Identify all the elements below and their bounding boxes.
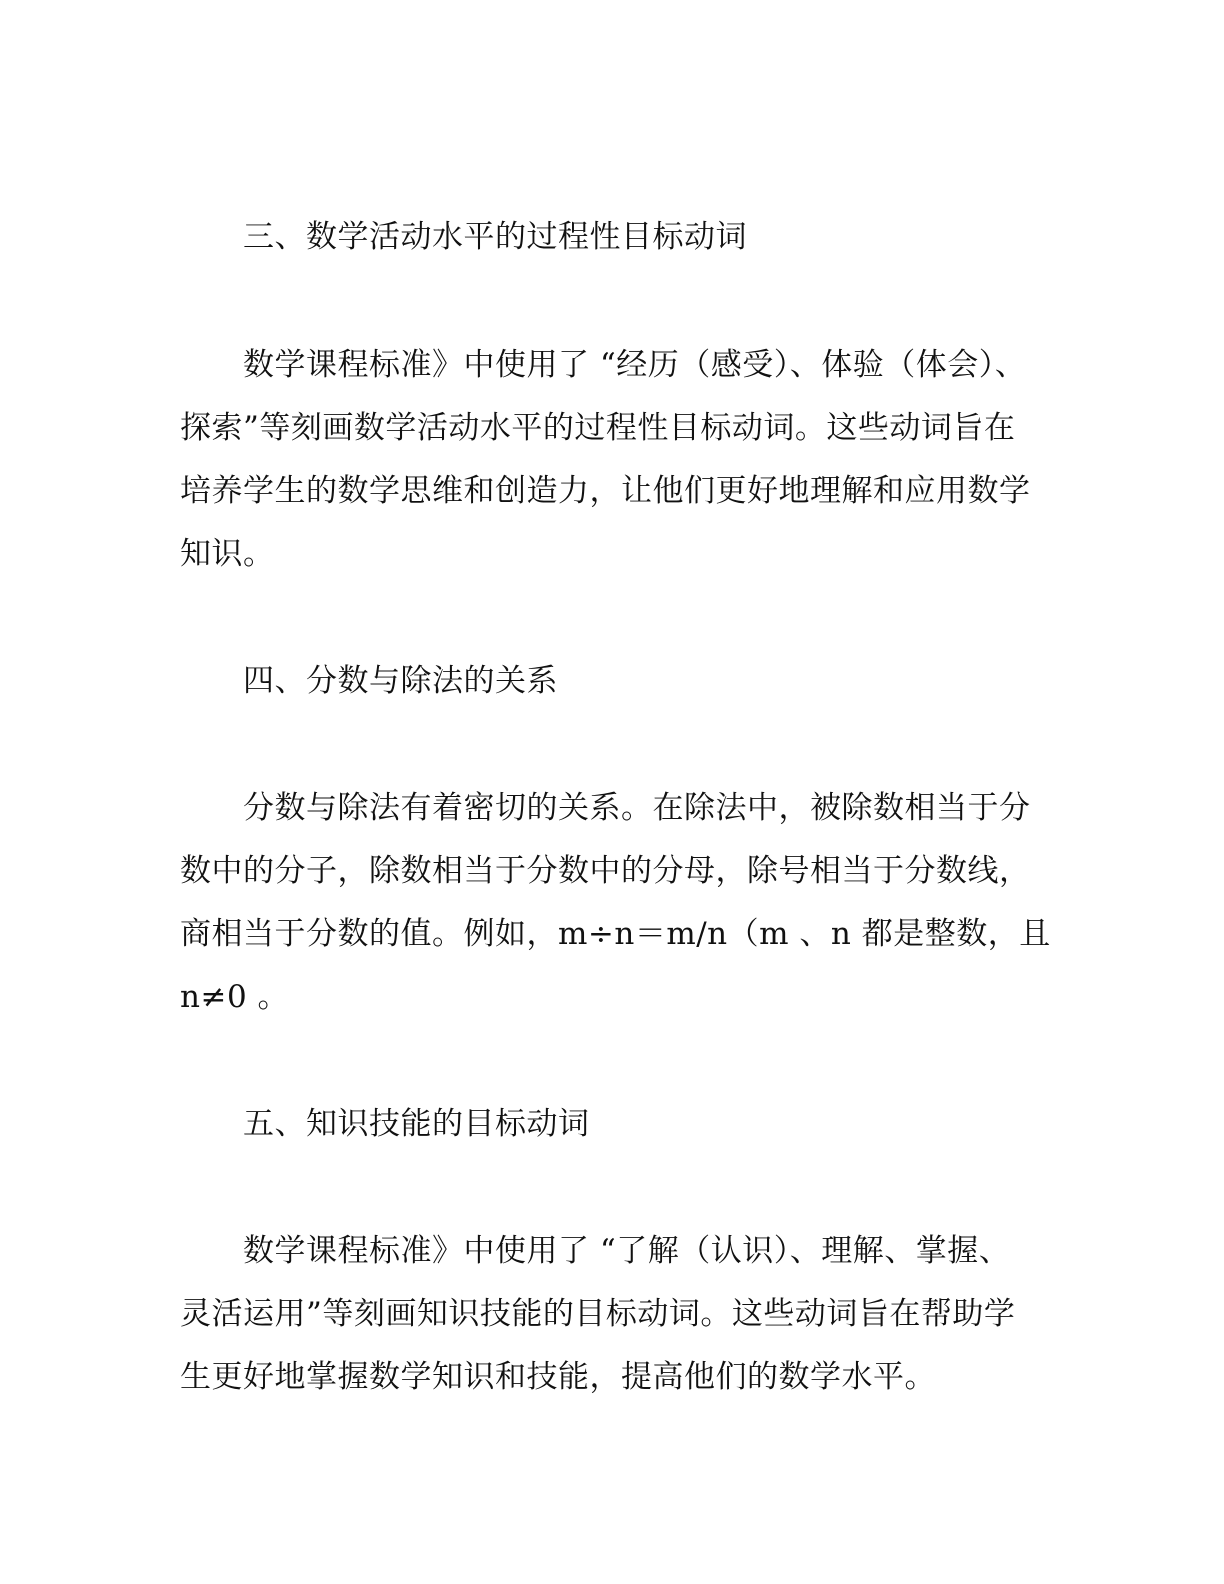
paragraph-line: 灵活运用”等刻画知识技能的目标动词。这些动词旨在帮助学 <box>180 1296 1016 1332</box>
paragraph-line: 数学课程标准》中使用了 “了解（认识）、理解、掌握、 <box>243 1233 1011 1269</box>
paragraph-line: 数中的分子，除数相当于分数中的分母，除号相当于分数线， <box>180 853 1031 889</box>
paragraph-line: 商相当于分数的值。例如，m÷n＝m/n（m 、n 都是整数，且 <box>180 916 1051 952</box>
section-heading: 五、知识技能的目标动词 <box>243 1106 590 1142</box>
paragraph-line: 探索”等刻画数学活动水平的过程性目标动词。这些动词旨在 <box>180 410 1016 446</box>
section-heading: 四、分数与除法的关系 <box>243 663 558 699</box>
paragraph-line: 知识。 <box>180 536 275 572</box>
paragraph-line: 培养学生的数学思维和创造力，让他们更好地理解和应用数学 <box>180 473 1031 509</box>
paragraph-line: 分数与除法有着密切的关系。在除法中，被除数相当于分 <box>243 790 1031 826</box>
section-heading: 三、数学活动水平的过程性目标动词 <box>243 219 747 255</box>
paragraph-line: 生更好地掌握数学知识和技能，提高他们的数学水平。 <box>180 1359 936 1395</box>
paragraph-line: n≠0 。 <box>180 979 290 1015</box>
paragraph-line: 数学课程标准》中使用了 “经历（感受）、体验（体会）、 <box>243 347 1027 383</box>
